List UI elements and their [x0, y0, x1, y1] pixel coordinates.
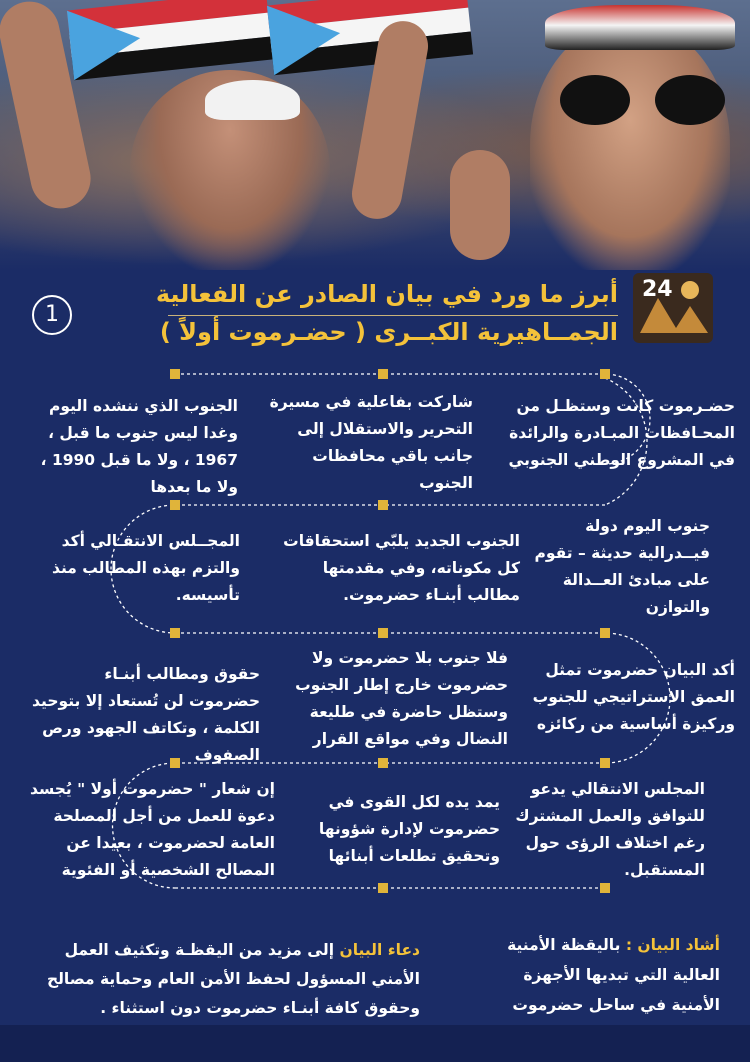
footer-right-label: أشاد البيان : [625, 936, 720, 954]
timeline-node [170, 369, 180, 379]
number-badge: 1 [32, 295, 72, 335]
statement-card: المجلس الانتقالي يدعو للتوافق والعمل المشترك رغم اختلاف الرؤى حول المستقبل. [515, 780, 705, 879]
timeline-node [378, 628, 388, 638]
statement-card: يمد يده لكل القوى في حضرموت لإدارة شؤونها وتحقيق تطلعات أبنائها [318, 793, 500, 865]
statement-card: الجنوب الذي ننشده اليوم وغدا ليس جنوب ما قبل ، 1967 ، ولا ما قبل 1990 ، ولا ما بعدها [40, 397, 238, 496]
logo [628, 268, 718, 348]
flag-bandana [545, 5, 735, 50]
statement-card: شاركت بفاعلية في مسيرة التحرير والاستقلال إلى جانب باقي محافظات الجنوب [269, 393, 473, 492]
timeline-node [600, 628, 610, 638]
footer-left [30, 936, 420, 1023]
statement-card: جنوب اليوم دولة فيــدرالية حديثة – تقوم على مبادئ العــدالة والتوازن [534, 517, 710, 616]
statement-card: إن شعار " حضرموت أولا " يُجسد دعوة للعمل من أجل المصلحة العامة لحضرموت ، بعيدا عن المصالح الشخصية أو الفئوية [30, 780, 275, 879]
title-line-2: الجمــاهيرية الكبــرى ( حضـرموت أولاً ) [159, 318, 618, 346]
statement-card: المجــلس الانتقـالي أكد والتزم بهذه المطالب منذ تأسيسه. [52, 532, 240, 604]
hero-photo [0, 0, 750, 270]
timeline-node [378, 883, 388, 893]
statement-card: حضـرموت كانت وستظـل من المحـافظات المبـادرة والرائدة في المشروع الوطني الجنوبي [508, 397, 735, 469]
statement-card: حقوق ومطالب أبنـاء حضرموت لن تُستعاد إلا بتوحيد الكلمة ، وتكاتف الجهود ورص الصفوف [32, 665, 260, 764]
timeline-node [378, 369, 388, 379]
bottom-band [0, 1025, 750, 1062]
logo-number: 24 [642, 277, 673, 302]
footer-left-label: دعاء البيان [339, 941, 420, 959]
footer-left-text: إلى مزيد من اليقظـة وتكثيف العمل الأمني المسؤول لحفظ الأمن العام وحماية مصالح وحقوق كافة أبنـاء حضرموت دون استثناء . [46, 941, 420, 1017]
title-divider [168, 315, 618, 316]
thumbs-up-hand [450, 150, 510, 260]
flag-graphic [67, 0, 273, 80]
statement-card: الجنوب الجديد يلبّي استحقاقات كل مكوناته، وفي مقدمتها مطالب أبنـاء حضرموت. [283, 532, 520, 604]
statement-card: فلا جنوب بلا حضرموت ولا حضرموت خارج إطار الجنوب وستظل حاضرة في طليعة النضال وفي مواقع القرار [295, 649, 508, 748]
flag-graphic [267, 0, 473, 75]
sunglasses [560, 75, 730, 135]
title-area [0, 268, 750, 358]
statement-card: أكد البيان حضرموت تمثل العمق الاستراتيجي للجنوب وركيزة أساسية من ركائزه [532, 661, 735, 733]
footer-right [495, 930, 720, 1020]
title-line-1: أبرز ما ورد في بيان الصادر عن الفعالية [155, 280, 618, 308]
timeline-node [600, 758, 610, 768]
timeline-node [600, 883, 610, 893]
timeline-node [600, 369, 610, 379]
timeline-node [378, 500, 388, 510]
timeline-node [170, 628, 180, 638]
timeline-node [378, 758, 388, 768]
timeline-node [170, 500, 180, 510]
man-with-sunglasses [530, 20, 730, 270]
white-cap [205, 80, 300, 120]
footer-right-text: باليقظة الأمنية العالية التي تبديها الأجهزة الأمنية في ساحل حضرموت [507, 936, 720, 1014]
